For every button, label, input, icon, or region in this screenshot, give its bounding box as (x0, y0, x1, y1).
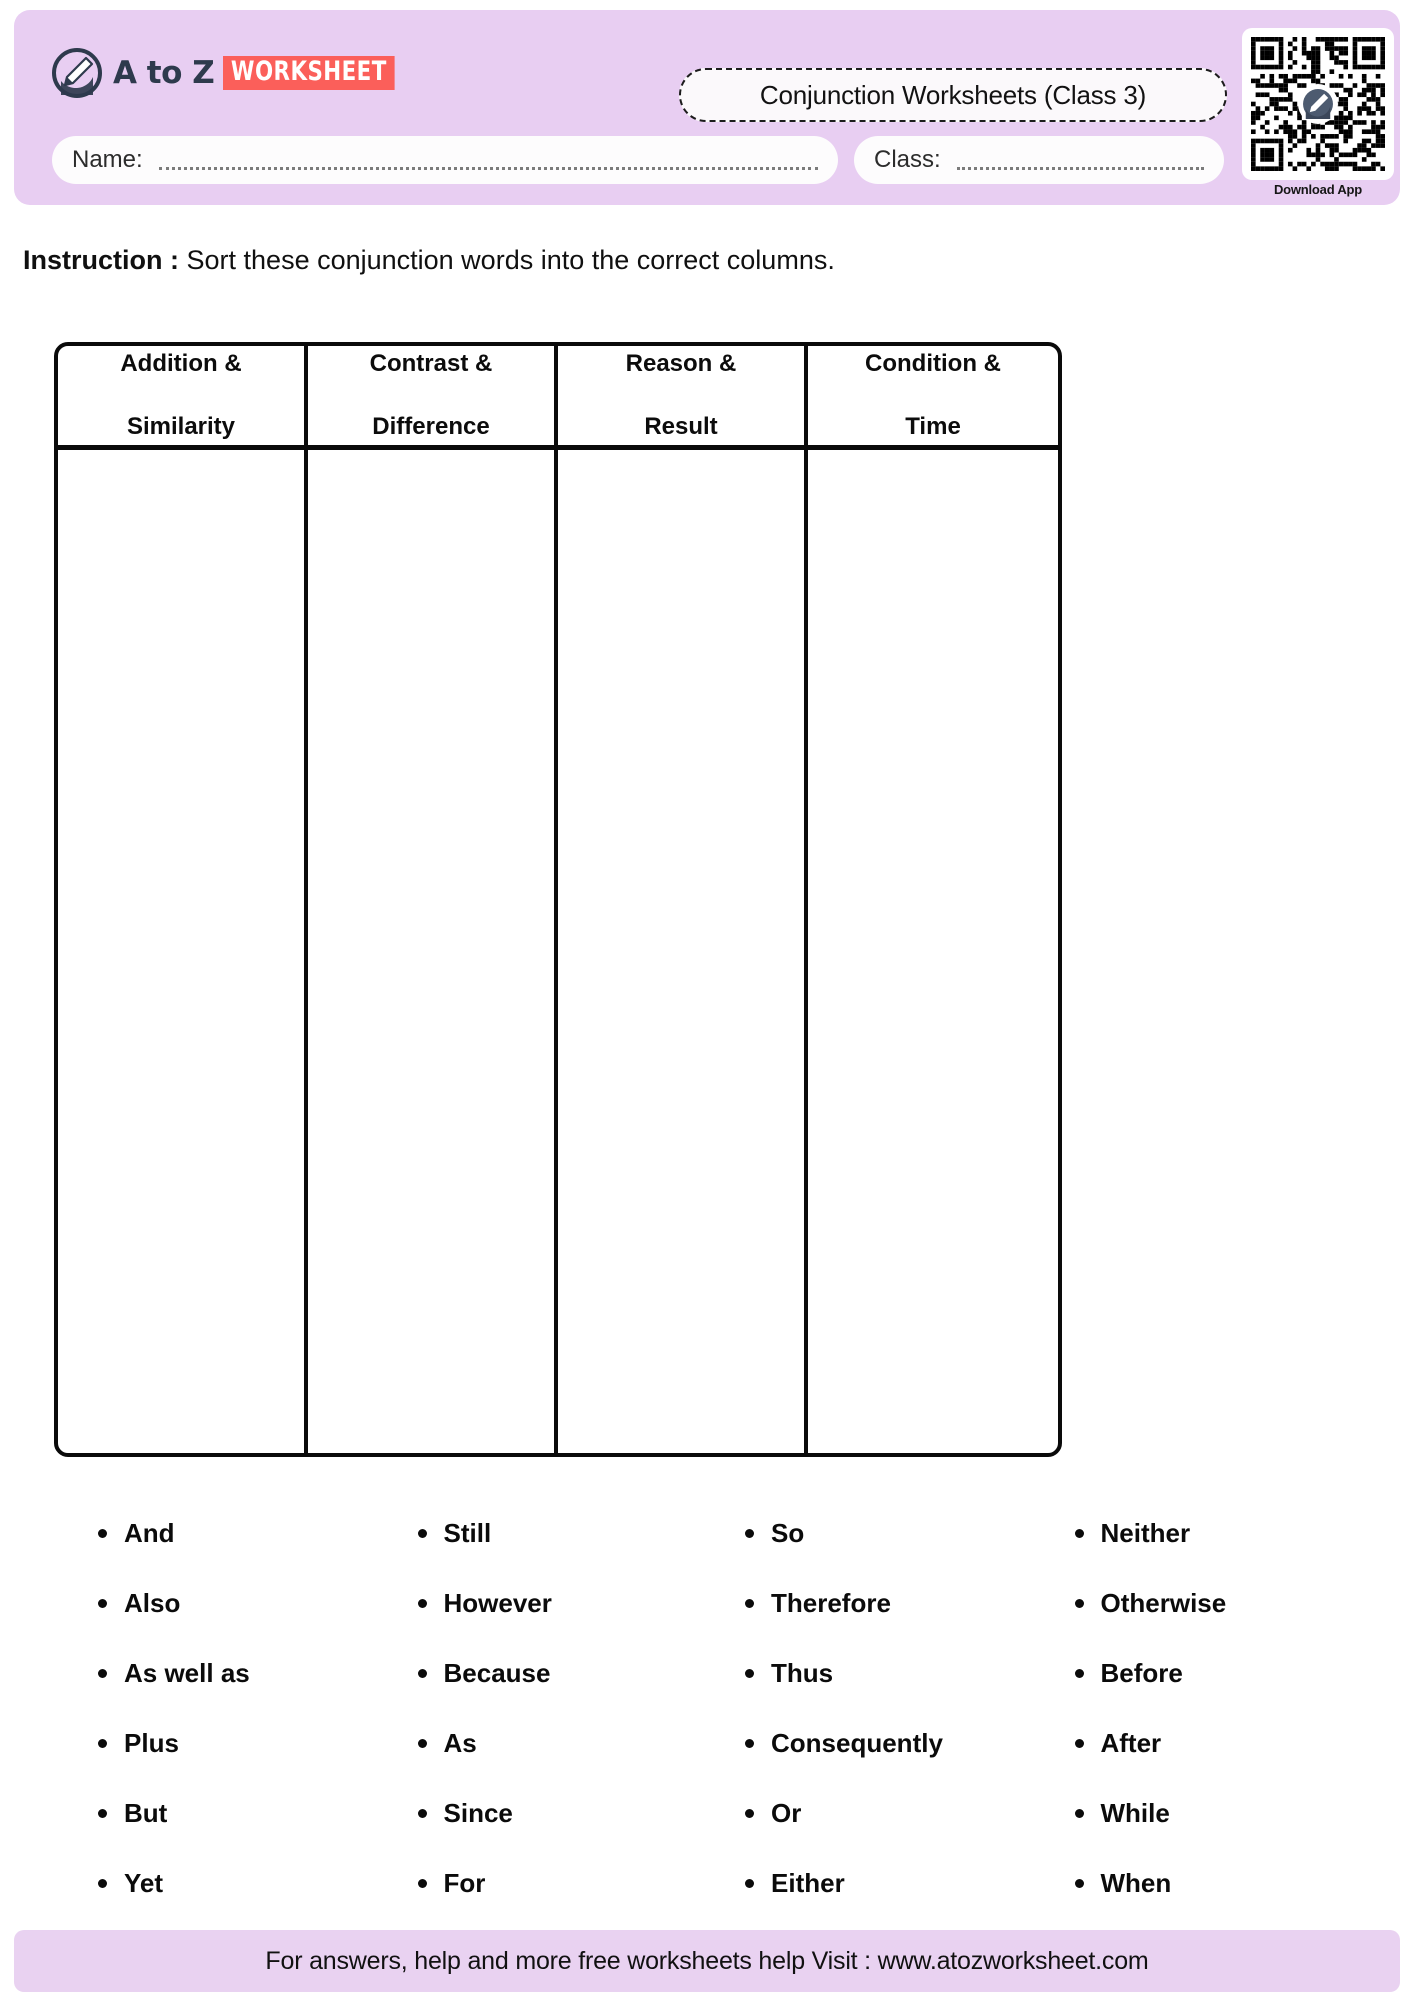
list-item[interactable]: Still (410, 1498, 710, 1568)
page-header (14, 10, 1400, 205)
list-item[interactable]: Consequently (737, 1708, 1037, 1778)
list-item[interactable]: As well as (90, 1638, 382, 1708)
word-bank-column-2 (382, 1498, 710, 1918)
brand-name: A to Z (113, 54, 215, 91)
table-header-cell-reason (558, 346, 808, 445)
qr-center-logo-icon (1298, 84, 1338, 124)
list-item[interactable]: Therefore (737, 1568, 1037, 1638)
list-item[interactable]: Plus (90, 1708, 382, 1778)
list-item[interactable]: Before (1067, 1638, 1365, 1708)
list-item[interactable]: For (410, 1848, 710, 1918)
instruction-text: Sort these conjunction words into the correct columns. (186, 245, 835, 275)
sorting-table (54, 342, 1062, 1457)
name-field-label: Name: (72, 146, 143, 173)
pen-circle-logo-icon (52, 48, 102, 98)
instruction-line (23, 245, 835, 276)
list-item[interactable]: While (1067, 1778, 1365, 1848)
word-bank-column-1 (54, 1498, 382, 1918)
table-header-condition-line1: Condition & (865, 349, 1001, 377)
qr-download-block[interactable] (1242, 28, 1394, 197)
name-field-dotted-line (159, 167, 818, 170)
class-field[interactable] (854, 136, 1224, 184)
brand-badge: WORKSHEET (223, 56, 395, 90)
list-item[interactable]: Yet (90, 1848, 382, 1918)
table-header-addition-line2: Similarity (126, 413, 236, 441)
worksheet-title-badge (679, 68, 1227, 122)
list-item[interactable]: Or (737, 1778, 1037, 1848)
list-item[interactable]: After (1067, 1708, 1365, 1778)
list-item[interactable]: Thus (737, 1638, 1037, 1708)
page-footer (14, 1930, 1400, 1992)
brand-logo (52, 48, 418, 98)
answer-cell-contrast[interactable] (308, 450, 558, 1453)
table-header-addition-line1: Addition & (120, 349, 242, 377)
qr-code-icon[interactable] (1242, 28, 1394, 180)
list-item[interactable]: As (410, 1708, 710, 1778)
table-header-condition-line2: Time (905, 413, 961, 441)
list-item[interactable]: Otherwise (1067, 1568, 1365, 1638)
list-item[interactable]: So (737, 1498, 1037, 1568)
name-field[interactable] (52, 136, 838, 184)
list-item[interactable]: Either (737, 1848, 1037, 1918)
table-header-reason-line2: Result (644, 413, 718, 441)
table-header-row (58, 346, 1058, 450)
instruction-label: Instruction : (23, 245, 179, 275)
list-item[interactable]: Because (410, 1638, 710, 1708)
table-answer-area (58, 450, 1058, 1453)
word-bank-column-3 (709, 1498, 1037, 1918)
table-header-contrast-line1: Contrast & (369, 349, 493, 377)
brand-text (113, 56, 418, 90)
answer-cell-condition[interactable] (808, 450, 1058, 1453)
table-header-contrast-line2: Difference (372, 413, 490, 441)
table-header-reason-line1: Reason & (625, 349, 737, 377)
list-item[interactable]: When (1067, 1848, 1365, 1918)
answer-cell-reason[interactable] (558, 450, 808, 1453)
word-bank (54, 1498, 1364, 1918)
table-header-cell-addition (58, 346, 308, 445)
table-header-cell-contrast (308, 346, 558, 445)
list-item[interactable]: Since (410, 1778, 710, 1848)
list-item[interactable]: And (90, 1498, 382, 1568)
page-title: Conjunction Worksheets (Class 3) (759, 79, 1147, 110)
list-item[interactable]: However (410, 1568, 710, 1638)
list-item[interactable]: Neither (1067, 1498, 1365, 1568)
class-field-dotted-line (957, 167, 1204, 170)
answer-cell-addition[interactable] (58, 450, 308, 1453)
word-bank-column-4 (1037, 1498, 1365, 1918)
list-item[interactable]: Also (90, 1568, 382, 1638)
qr-caption: Download App (1273, 182, 1363, 197)
class-field-label: Class: (874, 146, 941, 173)
list-item[interactable]: But (90, 1778, 382, 1848)
table-header-cell-condition (808, 346, 1058, 445)
footer-text: For answers, help and more free worksheets help Visit : www.atozworksheet.com (265, 1946, 1149, 1975)
